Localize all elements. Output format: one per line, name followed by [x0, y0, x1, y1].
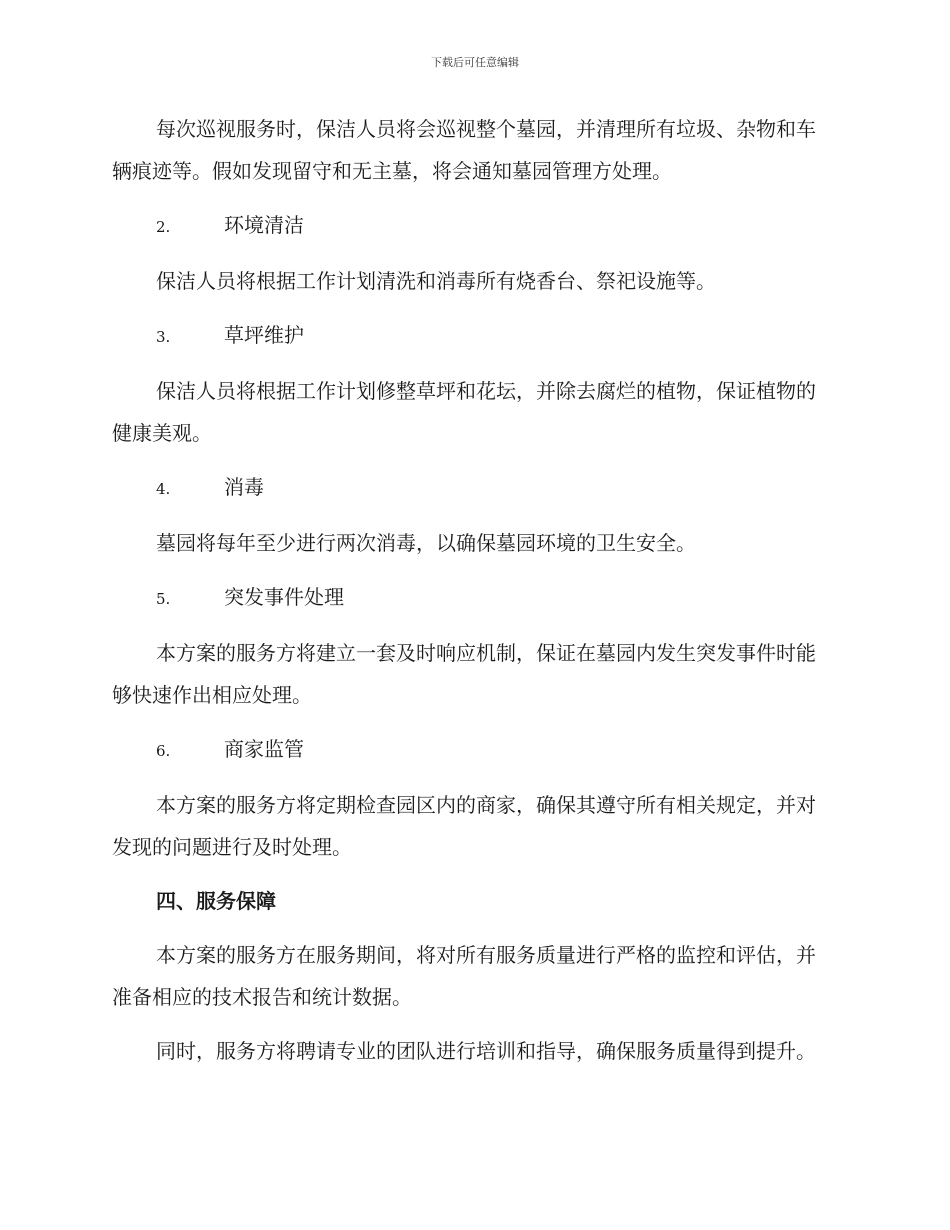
item-title: 消毒 — [224, 475, 264, 499]
document-body — [112, 108, 832, 1072]
item-body-6: 本方案的服务方将定期检查园区内的商家，确保其遵守所有相关规定，并对发现的问题进行及时处理。 — [112, 793, 816, 859]
item-number: 4. — [156, 480, 171, 498]
section-paragraph: 同时，服务方将聘请专业的团队进行培训和指导，确保服务质量得到提升。 — [156, 1039, 816, 1063]
item-heading-6 — [112, 728, 832, 772]
item-title: 草坪维护 — [224, 323, 304, 347]
item-body-2: 保洁人员将根据工作计划清洗和消毒所有烧香台、祭祀设施等。 — [156, 269, 716, 293]
item-number: 2. — [156, 218, 171, 236]
page-header: 下载后可任意编辑 — [431, 56, 519, 69]
item-number: 6. — [156, 742, 171, 760]
item-title: 突发事件处理 — [224, 585, 344, 609]
item-body-4: 墓园将每年至少进行两次消毒，以确保墓园环境的卫生安全。 — [156, 531, 696, 555]
item-title: 环境清洁 — [224, 213, 304, 237]
item-body-3: 保洁人员将根据工作计划修整草坪和花坛，并除去腐烂的植物，保证植物的健康美观。 — [112, 379, 816, 445]
item-number: 5. — [156, 590, 171, 608]
intro-paragraph: 每次巡视服务时，保洁人员将会巡视整个墓园，并清理所有垃圾、杂物和车辆痕迹等。假如发现留守和无主墓，将会通知墓园管理方处理。 — [112, 117, 816, 183]
item-heading-2 — [112, 204, 832, 248]
item-number: 3. — [156, 328, 171, 346]
item-heading-3 — [112, 314, 832, 358]
section-title: 四、服务保障 — [156, 889, 276, 913]
item-title: 商家监管 — [224, 737, 304, 761]
section-paragraph: 本方案的服务方在服务期间，将对所有服务质量进行严格的监控和评估，并准备相应的技术报告和统计数据。 — [112, 943, 816, 1009]
item-body-5: 本方案的服务方将建立一套及时响应机制，保证在墓园内发生突发事件时能够快速作出相应处理。 — [112, 641, 816, 707]
item-heading-4 — [112, 466, 832, 510]
item-heading-5 — [112, 576, 832, 620]
